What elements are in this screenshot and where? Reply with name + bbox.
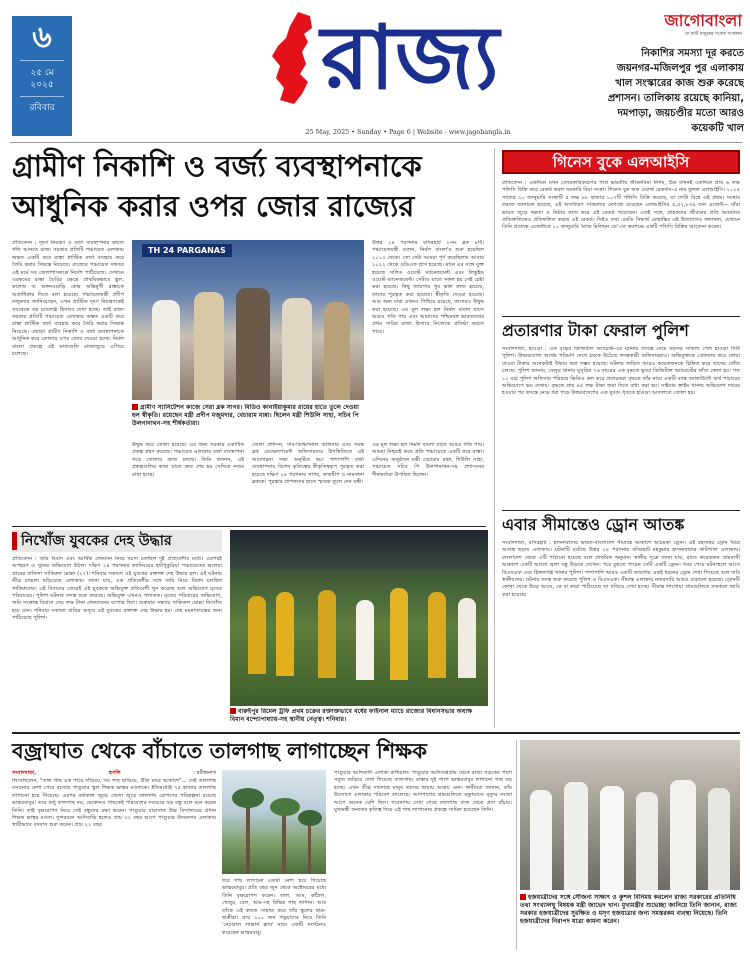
person-figure <box>194 292 224 400</box>
person-figure <box>600 786 624 890</box>
lead-headline <box>12 146 482 226</box>
bottom-column-divider <box>516 740 517 950</box>
player-figure <box>390 588 408 680</box>
player-figure <box>428 592 446 678</box>
body-found-headline <box>12 530 222 552</box>
lead-headline-line2: আধুনিক করার ওপর জোর রাজ্যের <box>12 189 415 223</box>
person-figure <box>670 780 696 890</box>
lead-photo <box>132 240 364 400</box>
caption-marker-icon <box>132 404 138 410</box>
brand-logo <box>612 10 742 38</box>
lead-col3: উদ্বুদ্ধ করে তোলা হয়েছে। এর জন্য সরকার একাধিক প্রকল্প গ্রহণ করেছে। পঞ্চায়েত এলাকায় বর্জ্য ব্যবস্থাপনা গড়ে তোলার কাজ চলছে। তিনি জানান, এই প্রকল্পগুলির কাজ যাতে দ্রুত শেষ হয় সেদিকে নজর রাখা হচ্ছে। <box>132 442 244 478</box>
person-figure <box>530 790 552 890</box>
palm-tree-trunk <box>308 820 311 874</box>
body-found-headline-text: নিখোঁজ যুবকের দেহ উদ্ধার <box>21 533 172 549</box>
ticker-text: নিকাশির সমস্যা দূর করতে জয়নগর-মজিলপুর পুর এলাকায় খাল সংস্কারের কাজ শুরু করেছে প্রশাসন। তালিকায় রয়েছে কানিয়া, দমপাড়া, জয়চণ্ডীর মতো আরও কয়েকটি খাল <box>607 48 744 134</box>
drone-headline: এবার সীমান্তেও ড্রোন আতঙ্ক <box>502 515 685 534</box>
lead-col1: প্রতিবেদন : দূষণ নিয়ন্ত্রণ ও বর্জ্য ব্যবস্থাপনার কাজে গতি আনতে রাজ্য সরকার প্রতিটি পঞ্চায়েত এলাকায় অন্তত একটি করে রাস্তা প্লাস্টিক বর্জ্য ব্যবহার করে তৈরি করার সিদ্ধান্ত নিয়েছে। রাজ্যের পঞ্চায়েত দফতর এই মর্মে সব জেলাশাসককে নির্দেশ পাঠিয়েছে। সেখানে এরকমের রাস্তা তৈরির ক্ষেত্রে প্রাথমিকভাবে স্কুল, কলেজ বা অঙ্গনওয়াড়ি কেন্দ্র অভিমুখী রাস্তাকে অগ্রাধিকার দিতে বলা হয়েছে। পঞ্চায়েতমন্ত্রী প্রদীপ মজুমদার জানিয়েছেন, এখন প্লাস্টিক দূষণ নিয়ন্ত্রণকেই সবথেকে বড় চ্যালেঞ্জ হিসাবে দেখা হচ্ছে। তাই রাজ্য সরকার প্রতিটি পঞ্চায়েত এলাকায় অন্তত একটি করে রাস্তা প্লাস্টিক বর্জ্য ব্যবহার করে তৈরি করার সিদ্ধান্ত নিয়েছে। এছাড়া গ্রামীণ নিকাশি ও বর্জ্য ব্যবস্থাপনাকে আধুনিক করে তোলার ওপর জোর দেওয়া হচ্ছে। নির্মল বাংলা প্রকল্পে এই কাজগুলি রাজ্যজুড়ে এগিয়ে চলেছে। <box>12 240 124 358</box>
person-figure <box>236 288 270 400</box>
palm-headline: বজ্রাঘাত থেকে বাঁচাতে তালগাছ লাগাচ্ছেন শিক্ষক <box>12 739 427 763</box>
fraud-headline: প্রতারণার টাকা ফেরাল পুলিশ <box>502 321 689 340</box>
person-figure <box>324 302 350 400</box>
player-figure <box>356 600 374 680</box>
date-box <box>12 16 72 136</box>
byline-mid: হুগলি <box>108 770 121 776</box>
lead-photo-caption <box>132 404 364 438</box>
football-caption <box>230 708 488 726</box>
date-year: ২০২৫ <box>20 79 64 97</box>
section-divider <box>12 732 740 734</box>
photo-banner: TH 24 PARGANAS <box>142 244 232 257</box>
byline-right: : রবীন্দ্রনাথ <box>193 770 216 776</box>
person-figure <box>708 788 730 890</box>
masthead-title: রাজ্য <box>320 6 500 109</box>
date-weekday: রবিবার <box>29 103 55 113</box>
football-photo <box>230 530 488 706</box>
lead-caption-text: গ্রামীণ স্যানিটেশন কাজে সেরা ব্লক সাগর। বিডিও কানাইয়াকুমার রায়ের হাতে তুলে দেওয়া হল স্বীকৃতি। রয়েছেন মন্ত্রী প্রদীপ মজুমদার, বেচারাম মান্না। ছিলেন মন্ত্রী শিউলি সাহা, সচিব পি উলগানাথন-সহ শীর্ষকর্তারা। <box>132 404 359 427</box>
palm-tree-crown <box>232 788 264 808</box>
caption-marker-icon <box>230 708 236 714</box>
body-found-body: প্রতিবেদন : জমি বিবাদ এবং আর্থিক লেনদেন নিয়ে বচসা চলছিল দুই প্রতিবেশীর মধ্যে। এরপরই অপহরণ ও খুনের অভিযোগ উঠল। দক্ষিণ ২৪ পরগনার ক্যানিংয়ের হাটপুকুরিয়া পঞ্চায়েতের ভলেয়া গ্রামের বাসিন্দা সাকিরুল মোল্লা (২৭)। শনিবার সকালে ওই যুবকের রক্তাক্ত দেহ উদ্ধার হল। এই ঘটনায় তীব্র চাঞ্চল্য ছড়িয়েছে এলাকায়। জানা যায়, এক প্রতিবেশীর সঙ্গে জমি নিয়ে বিবাদ চলছিল সাকিরুলের। এই বিবাদের জেরেই ওই যুবককে অভিযুক্ত প্রতিবেশী খুন করেছে বলে অভিযোগ মৃতের পরিবারের। পুলিশ ঘটনার তদন্ত শুরু করেছে। অভিযুক্ত এখনও পলাতক। মৃতের পরিবারের অভিযোগ, জমি সংক্রান্ত বিবাদে দেড় লক্ষ টাকা লেনদেনের ব্যাপার ছিল। শুক্রবার সন্ধ্যায় সাকিরুল মোল্লা নিখোঁজ হয়ে যান। শনিবার সকালে বাড়ির অদূরে ওই যুবকের রক্তাক্ত দেহ উদ্ধার হয়। দেহ ময়নাতদন্তের জন্য পাঠিয়েছে পুলিশ। <box>12 556 222 622</box>
story-marker-icon <box>12 532 17 550</box>
person-figure <box>564 782 588 890</box>
player-figure <box>276 592 294 676</box>
lead-col5: এর মূল লক্ষ্য হল নির্মল বাংলা যাতে আরও গতি পায়। আমরা নিশ্চয়ই করব প্রতি পঞ্চায়েতে একটি করে রাস্তা। এদিনের অনুষ্ঠানে মন্ত্রী বেচারাম মান্না, শিউলি সাহা, পঞ্চায়েত সচিব পি উলগানাথন-সহ প্রশাসনের শীর্ষকর্তারা উপস্থিত ছিলেন। <box>372 442 484 478</box>
lead-headline-line1: গ্রামীণ নিকাশি ও বর্জ্য ব্যবস্থাপনাকে <box>12 149 422 183</box>
fraud-rule <box>502 510 740 511</box>
lead-col2: উত্তর ২৪ পরগনার বসিরহাট ২-নং ব্লক ৪টি। পঞ্চায়েতমন্ত্রী বলেন, নির্মল বাংলা'র শুরু হয়েছিল ২০১৩ থেকে। তো সেটা আমরা পূর্ণ করেছিলাম আবার ২০২২ থেকে ওডিএফ প্লাস হয়েছে। মানে এর সঙ্গে যুক্ত হয়েছে সলিড ওয়েস্ট ম্যানেজমেন্ট এবং লিকুইড ওয়েস্ট ম্যানেজমেন্ট। সেটাও যাতে সফল হয় সেই চেষ্টা করা হয়েছে। কিছু জায়গায় খুব ভাল কাজ হয়েছে, তাদের পুরস্কৃত করা হয়েছে। স্বীকৃতি দেওয়া হয়েছে। আর অন্য যারা এখনও পিছিয়ে রয়েছে, তাদেরও উদ্বুদ্ধ করা হয়েছে। এর মূল লক্ষ্য হল নির্মল বাংলা যাতে আরও গতি পায় এবং আমাদের পশ্চিমবঙ্গ ভারতবর্ষের প্রথম সারির রাজ্য হিসাবে নিজেকে প্রতিষ্ঠা করতে পারে। <box>372 240 484 335</box>
guinness-rule <box>502 316 740 317</box>
masthead-divider <box>10 142 742 143</box>
lead-col4: জেলা প্রশাসন, সাব-ডিভিশনাল অফিসার এবং সমস্ত ব্লক ডেভেলপমেন্ট অফিসারদের উপস্থিতিতে এই আলোচনা সভা অনুষ্ঠিত হয়। পাশাপাশি বর্জ্য ব্যবস্থাপনায় বিশেষ কৃতিত্বের স্বীকৃতিস্বরূপ পুরস্কৃত করা হয়েছে দক্ষিণ ২৪ পরগনার সাগর, কাকদ্বীপ ও নামখানা ব্লককে। পুরস্কার প্রাপকদের হাতে স্মারক তুলে দেন মন্ত্রী। <box>252 442 364 486</box>
brand-tagline: মা মাটি মানুষের সংবাদ সংকলন <box>685 32 742 37</box>
stadium-lights <box>230 530 488 570</box>
masthead-dateline: 25 May, 2025 • Sunday • Page 6 | Website - www.jagobangla.in <box>305 128 511 136</box>
byline-left: সংবাদদাতা, <box>12 770 37 776</box>
palm-photo <box>222 770 326 874</box>
guinness-headline-box <box>502 150 740 174</box>
palm-col1: লিখেছিলেন, "তাল গাছ এক পায়ে দাঁড়িয়ে, সব গাছ ছাড়িয়ে, উঁকি মারে আকাশে"... সেই তালগাছ বসানোর নেশা পেয়ে বসেছে পাণ্ডুয়ার স্কুল শিক্ষক ভাস্কর মণ্ডলকে। ইতিমধ্যেই ৭৫ হাজার তালগাছ লাগানো হয়ে গিয়েছে। এরপর বর্ষাকাল জুড়ে জেলা জুড়ে তালগাছ রোপণের পরিকল্পনা রয়েছে ভাস্করবাবুর। তবে শুধু তালগাছ নয়, যেকোনও গাছকেই পরিবেশের সবচেয়ে বড় বন্ধু বলে মনে করেন তিনি। তাই বৃক্ষরোপণ নিয়ে সেই বন্ধুদের রক্ষা করেন। পাণ্ডুয়ার বারাসাত উচ্চ বিদ্যালয়ের প্রধান শিক্ষক ভাস্কর মণ্ডল। সুন্দরবনে আদিবাড়ি হলেও প্রায় ৩২ বছর আগে পাণ্ডুয়ার উদয়নগর এলাকায় স্থায়ীভাবে বসবাস শুরু করেন। প্রায় ২২ বছর <box>12 778 216 829</box>
person-figure <box>152 300 180 400</box>
palm-tree-crown <box>298 810 322 826</box>
palm-tree-trunk <box>282 810 286 874</box>
palm-tree-crown <box>270 798 300 816</box>
drone-body: সংবাদদাতা, বসিরহাট : হাসনাবাদের ভারত-বাংলাদেশ সীমান্তে আকাশে আচমকা ড্রোন। এই রহস্যময় ড্রোন ঘিরে আতঙ্ক ছড়ায় এলাকায়। ঘটনাটি ঘটেছে উত্তর ২৪ পরগনার বসিরহাট মহকুমার হাসনাবাদের কাটাখাল এলাকায়। বাংলাদেশ থেকে এটি পাঠানো হয়েছে বলে প্রাথমিক অনুমান। স্থানীয় সূত্রে জানা যায়, রাতে কয়েকজন গ্রামবাসী আকাশে একটি আলো জ্বলা বস্তু উড়তে দেখেন। পরে বুঝতে পারেন সেটি একটি ড্রোন। খবর পেয়ে ঘটনাস্থলে আসে বিএসএফ এবং হিঙ্গলগঞ্জ থানার পুলিশ। পাশাপাশি আরও একটি জায়গায় একই ধরনের ড্রোন দেখা গিয়েছে বলে দাবি স্থানীয়দের। ঘটনার তদন্ত শুরু করেছে পুলিশ ও বিএসএফ। সীমান্ত এলাকায় নজরদারি আরও বাড়ানো হয়েছে। ড্রোনটি কোথা থেকে উড়ে আসে, কে বা কারা পাঠিয়েছে তা খতিয়ে দেখা হচ্ছে। সীমান্ত লাগোয়া গ্রামগুলিতে সতর্কতা জারি করা হয়েছে। <box>502 540 740 598</box>
person-figure <box>282 298 312 400</box>
guinness-body: প্রতিবেদন : একদিনে যখন বেসরকারিকরণের পথে ভারতীয় জীবনবিমা নিগম, ঠিক তখনই একদিনে প্রায় ৬ লক্ষ পলিসি বিক্রি করে রেকর্ড করল সরকারি বিমা সংস্থা। গিনেস বুক অফ ওয়ার্ল্ড রেকর্ডস-এ নাম তুলল এলআইসি। ২০২৫ সালের ২০ জানুয়ারি সংস্থাটি ৫ লক্ষ ৮৮ হাজার ১০৭টি পলিসি বিক্রি করেছে, যা গোটা বিশ্বে এই প্রথম। সংস্থার তরফে জানানো হয়েছে, এই অসাধারণ সাফল্যের নেপথ্যে রয়েছেন এলআইসির ৪,৫২,৮৩৯ জন এজেন্ট— যাঁরা ভারত জুড়ে দক্ষতা ও নিষ্ঠার কাজ করে এই রেকর্ড গড়েছেন। একই সঙ্গে, গ্রাহকদের জীবনের প্রতি আমাদের প্রতিশ্রুতিকেও প্রতিফলিত করছে এই রেকর্ড। সিইও তথা এমডি সিদ্ধার্থ মোহান্তির এই উদ্যোগেও ফলাফল, যেখানে তিনি প্রত্যেক এজেন্টকে ২০ জানুয়ারি 'ম্যাড মিলিয়ন ডে'-তে কমপক্ষে একটি পলিসি বিক্রির আবেদন করেন। <box>502 180 740 231</box>
football-caption-text: বারুইপুর রিমেল ট্রফি প্রথম চক্রের রক্তাক্তভাবে বর্ষের ফাইনাল ম্যাচে রাজ্যের বিধানসভার অধ্যক্ষ বিমান বন্দ্যোপাধ্যায়-সহ স্থানীয় নেতৃত্ব। শনিবার। <box>230 708 473 723</box>
caption-marker-icon <box>520 894 526 900</box>
lead-bottom-rule <box>12 526 486 527</box>
palm-byline <box>12 770 216 777</box>
fraud-body: সংবাদদাতা, হাওড়া : এক বৃদ্ধের ডিজিটাল অ্যারেস্ট-এর ঘটনায় তদন্তে নেমে বড়সড় সাফল্য পেল হাওড়া সিটি পুলিশ। উদ্ধারযোগ্য অর্থের পরিমাণ দেখে চমকে উঠেছে তদন্তকারী অফিসাররাও। অভিযুক্তকে গ্রেফতার করে খোয়া যাওয়া টাকার অনেকটাই উদ্ধার করা সম্ভব হয়েছে। ঘটনায় জড়িত আরও কয়েকজনকে চিহ্নিত করে তাদের খোঁজ চলছে। পুলিশ জানায়, বেলুড় থানার ঘুসুড়ির ৭৬ বছরের এক বৃদ্ধকে ভুয়ো ডিজিটাল অ্যারেস্টের ফাঁদে ফেলা হয়। গত ১১ মার্চ পুলিশ অফিসার পরিচয়ে ভিডিও কল করে প্রতারকরা বৃদ্ধকে তাঁর নামে একটি ব্যাঙ্ক অ্যাকাউন্টে অর্থ পাচারের অভিযোগে ভয় দেখায়। বৃদ্ধকে প্রায় ৪৫ লক্ষ টাকা জমা দিতে বাধ্য করা হয়। সাইবার ক্রাইম থানায় অভিযোগ দায়ের হওয়ার পর তদন্তে নেমে ধরা পড়ে উত্তরপ্রদেশের এক যুবক। ধৃতকে হাওড়া আদালতে তোলা হয়। <box>502 346 740 397</box>
haj-caption-text: হজযাত্রীদের সঙ্গে সৌজন্য সাক্ষাৎ ও কুশল বিনিময় করলেন রাজ্য সরকারের প্রতিনিধি তথা সংখ্যালঘু বিষয়ক মন্ত্রী জাভেদ খান। মুখ্যমন্ত্রীর শুভেচ্ছা জানিয়ে তিনি জানান, রাজ্য সরকার হজযাত্রীদের সুরক্ষিত ও মসৃণ হজযাত্রার জন্য সমস্তরকম ব্যবস্থা নিয়েছে। তিনি হজযাত্রীদের নিরাপদ যাত্রা কামনা করেন। <box>520 894 737 925</box>
haj-caption <box>520 894 740 950</box>
player-figure <box>318 590 336 678</box>
page-number: ৬ <box>20 16 64 61</box>
player-figure <box>458 598 476 678</box>
palm-tree-trunk <box>246 800 250 874</box>
player-figure <box>248 596 266 674</box>
palm-col3: পাণ্ডুয়ার আদিবাসী এলাকা রুখিয়াল। পাণ্ডুয়ার আদিসপ্তগ্রাম থেকে রাজ্য সড়কের পাশে সবুজ জড়িয়ে দেখা গিয়েছে তালগাছ। রাস্তার দুই পাশে ভাস্করবাবুর লাগানো গাছ বড় হচ্ছে। এখন তীব্র দাবদাহে মানুষ তাদের ছায়ায় আশ্রয় নেন। স্থানীয়রা জানান, তাঁর উদ্যোগে এলাকার পরিবেশ বদলেছে। আশপাশের গ্রামগুলিতে বজ্রাঘাতে মৃত্যুর সংখ্যা আগে অনেক বেশি ছিল। গবেষণায় দেখা গেছে তালগাছ বাজ থেকে প্রাণ বাঁচায়। মুখ্যমন্ত্রী অন্যতম কৃতিত্ব দিয়ে এই গাছ লাগানোর প্রকল্পে সামিল হয়েছেন তিনি। <box>334 770 512 814</box>
palm-col2: ধরে গাছ লাগানো একটা নেশা হয়ে গিয়েছে ভাস্করবাবুর। প্রতি বছর জুন থেকে অক্টোবরের মধ্যে তিনি বৃক্ষরোপণ করেন। তাল, আম, কাঁঠাল, খেজুর, বেল, আম-সহ বিভিন্ন গাছ লাগান। আর তাঁকে এই কাজে সাহায্য করে তাঁর স্কুলের ছাত্র-ছাত্রীরা। প্রায় ২০০ জন পড়ুয়াদের নিয়ে তিনি 'নেচারাল লাভার্স ক্লাব' নামে একটি সংগঠনও করেছেন ভাস্করবাবু। <box>222 878 326 936</box>
center-column-divider <box>494 148 495 728</box>
guinness-headline: গিনেস বুকে এলআইসি <box>552 153 690 171</box>
brand-name: জাগোবাংলা <box>664 11 742 30</box>
haj-photo <box>520 740 740 890</box>
person-figure <box>636 792 658 890</box>
date-day: ২৫ মে <box>30 68 54 78</box>
